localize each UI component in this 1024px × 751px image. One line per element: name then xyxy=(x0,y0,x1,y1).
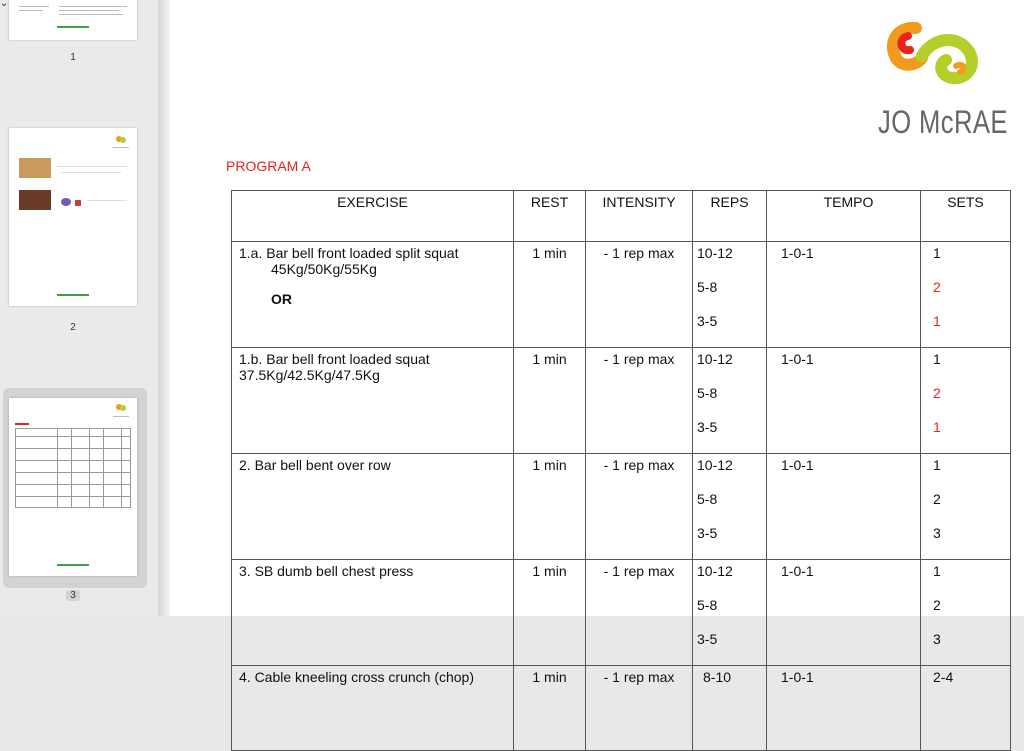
sets-value: 1 xyxy=(933,563,941,579)
reps-value: 10-12 xyxy=(697,563,733,579)
table-row xyxy=(232,454,1011,560)
sets-value: 1 xyxy=(933,457,941,473)
exercise-weights: 37.5Kg/42.5Kg/47.5Kg xyxy=(239,367,380,383)
rest-cell: 1 min xyxy=(514,454,586,560)
header-tempo: TEMPO xyxy=(767,191,921,242)
sets-value: 3 xyxy=(933,631,941,647)
sets-value: 2 xyxy=(933,279,941,295)
page-number-3: 3 xyxy=(66,590,80,601)
table-row xyxy=(232,560,1011,666)
exercise-name: 1.b. Bar bell front loaded squat xyxy=(239,351,430,367)
exercise-name: 4. Cable kneeling cross crunch (chop) xyxy=(239,669,475,685)
header-sets: SETS xyxy=(921,191,1011,242)
brand-logo-icon xyxy=(886,22,980,84)
intensity-cell: - 1 rep max xyxy=(586,560,693,666)
rest-cell: 1 min xyxy=(514,242,586,348)
header-exercise: EXERCISE xyxy=(232,191,514,242)
intensity-cell: - 1 rep max xyxy=(586,242,693,348)
table-row xyxy=(232,242,1011,348)
exercise-name: 2. Bar bell bent over row xyxy=(239,457,391,473)
exercise-weights: 45Kg/50Kg/55Kg xyxy=(271,261,377,277)
reps-value: 10-12 xyxy=(697,351,733,367)
sets-value: 1 xyxy=(933,313,941,329)
table-row xyxy=(232,348,1011,454)
thumbnail-footer-link xyxy=(57,564,89,566)
page-thumbnail-3[interactable] xyxy=(9,398,137,576)
sets-value: 1 xyxy=(933,419,941,435)
thumbnail-footer-link xyxy=(57,26,89,28)
thumbnail-footer-link xyxy=(57,294,89,296)
brand-name: JO McRAE xyxy=(878,104,1008,140)
tempo-cell: 1-0-1 xyxy=(767,242,921,348)
thumbnail-sidebar[interactable] xyxy=(0,0,158,616)
exercise-name: 3. SB dumb bell chest press xyxy=(239,563,414,579)
tempo-cell: 1-0-1 xyxy=(767,666,921,751)
brand-logo-icon xyxy=(115,403,127,412)
chevron-down-icon: ⌄ xyxy=(0,0,9,9)
exercise-photo-1 xyxy=(19,158,51,178)
reps-value: 8-10 xyxy=(703,669,732,685)
tempo-cell: 1-0-1 xyxy=(767,560,921,666)
page-number-2: 2 xyxy=(70,322,76,333)
reps-value: 10-12 xyxy=(697,245,733,261)
sidebar-divider[interactable] xyxy=(158,0,170,616)
sets-value: 2 xyxy=(933,597,941,613)
reps-value: 3-5 xyxy=(697,525,718,541)
table-header-row xyxy=(232,191,1011,242)
reps-value: 5-8 xyxy=(697,491,718,507)
table-row xyxy=(232,666,1011,751)
reps-value: 3-5 xyxy=(697,419,718,435)
program-title: PROGRAM A xyxy=(226,158,311,174)
document-page xyxy=(170,0,1024,685)
page-number-1: 1 xyxy=(70,52,76,63)
reps-value: 5-8 xyxy=(697,385,718,401)
tempo-cell: 1-0-1 xyxy=(767,454,921,560)
reps-value: 10-12 xyxy=(697,457,733,473)
reps-value: 5-8 xyxy=(697,597,718,613)
intensity-cell: - 1 rep max xyxy=(586,454,693,560)
sets-value: 1 xyxy=(933,245,941,261)
reps-value: 3-5 xyxy=(697,313,718,329)
rest-cell: 1 min xyxy=(514,348,586,454)
header-intensity: INTENSITY xyxy=(586,191,693,242)
sets-value: 1 xyxy=(933,351,941,367)
sets-value: 3 xyxy=(933,525,941,541)
intensity-cell: - 1 rep max xyxy=(586,666,693,751)
page-thumbnail-1[interactable] xyxy=(9,0,137,40)
sets-value: 2-4 xyxy=(933,669,954,685)
program-table xyxy=(231,190,1011,751)
header-rest: REST xyxy=(514,191,586,242)
reps-value: 5-8 xyxy=(697,279,718,295)
exercise-photo-2 xyxy=(19,190,51,210)
header-reps: REPS xyxy=(693,191,767,242)
exercise-name: 1.a. Bar bell front loaded split squat xyxy=(239,245,459,261)
sets-value: 2 xyxy=(933,385,941,401)
exercise-or: OR xyxy=(271,291,292,307)
tempo-cell: 1-0-1 xyxy=(767,348,921,454)
reps-value: 3-5 xyxy=(697,631,718,647)
sets-value: 2 xyxy=(933,491,941,507)
rest-cell: 1 min xyxy=(514,560,586,666)
intensity-cell: - 1 rep max xyxy=(586,348,693,454)
rest-cell: 1 min xyxy=(514,666,586,751)
brand-logo-icon xyxy=(115,135,127,144)
page-thumbnail-2[interactable] xyxy=(9,128,137,306)
